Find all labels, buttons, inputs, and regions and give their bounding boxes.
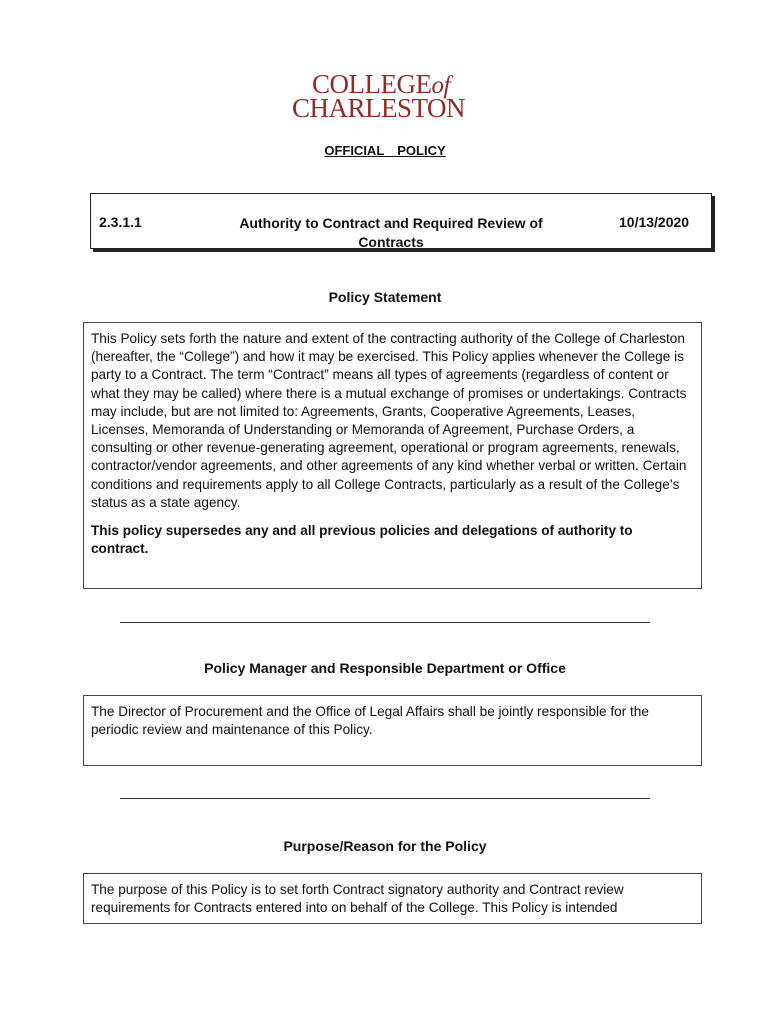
logo-of-text: of: [431, 72, 450, 99]
policy-manager-heading: Policy Manager and Responsible Department or Office: [204, 660, 566, 676]
policy-manager-text: The Director of Procurement and the Office of Legal Affairs shall be jointly responsible for the periodic review and maintenance of this Policy.: [91, 704, 649, 738]
policy-statement-box: [83, 322, 702, 589]
policy-statement-text: This Policy sets forth the nature and extent of the contracting authority of the College of Charleston (hereafter, the “College”) and how it may be exercised. This Policy applies whenever the College is party to a Contract. The term “Contract” means all types of agreements (regardless of content or what they may be called) where there is a mutual exchange of promises or undertakings. Contracts may include, but are not limited to: Agreements, Grants, Cooperative Agreements, Leases, Licenses, Memoranda of Understanding or Memoranda of Agreement, Purchase Orders, a consulting or other revenue-generating agreement, operational or program agreements, renewals, contractor/vendor agreements, and other agreements of any kind whether verbal or written. Certain conditions and requirements apply to all College Contracts, particularly as a result of the College’s status as a state agency.: [91, 331, 687, 510]
purpose-text: The purpose of this Policy is to set forth Contract signatory authority and Contract review requirements for Contracts entered into on behalf of the College. This Policy is intended: [91, 882, 624, 916]
purpose-heading: Purpose/Reason for the Policy: [283, 838, 487, 854]
policy-number: 2.3.1.1: [99, 214, 142, 230]
college-logo: [290, 70, 485, 122]
divider: [120, 622, 650, 623]
official-policy-label: OFFICIAL POLICY: [324, 143, 446, 158]
policy-statement-heading: Policy Statement: [328, 289, 442, 305]
logo-charleston-text: CHARLESTON: [292, 93, 466, 123]
logo-college-text: COLLEGE: [312, 69, 432, 99]
divider: [120, 798, 650, 799]
policy-date: 10/13/2020: [619, 214, 690, 230]
policy-header-box: [90, 193, 712, 249]
supersedes-text: This policy supersedes any and all previous policies and delegations of authority to contract.: [91, 523, 633, 557]
policy-manager-box: [83, 695, 702, 766]
purpose-box: [83, 873, 702, 924]
policy-title: Authority to Contract and Required Review of Contracts: [239, 215, 543, 250]
